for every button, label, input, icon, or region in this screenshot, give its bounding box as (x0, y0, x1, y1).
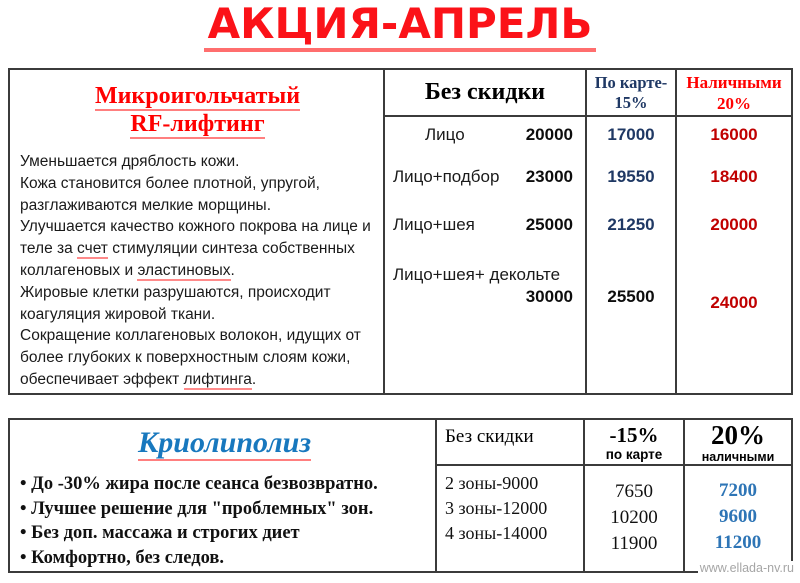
t1-card-price-column (585, 117, 675, 393)
service-label: Лицо+подбор (393, 167, 500, 186)
description-line: Сокращение коллагеновых волокон, идущих от (20, 327, 361, 345)
rf-lifting-title-line2: RF-лифтинг (130, 111, 265, 137)
rf-lifting-title-line1: Микроигольчатый (94, 83, 301, 109)
service-label: Лицо (425, 125, 465, 144)
card-price: 17000 (607, 125, 655, 144)
card-price: 10200 (610, 507, 658, 528)
t2-column-header-cash (683, 420, 791, 466)
service-label: Лицо+шея+ декольте (393, 265, 561, 284)
table-row-base (385, 201, 585, 249)
description-line: разглаживаются мелкие морщины. (20, 196, 272, 214)
description-line: коллагеновых и эластиновых. (20, 261, 235, 279)
page-title-text: АКЦИЯ-АПРЕЛЬ (204, 0, 597, 52)
table-row-base (385, 117, 585, 153)
zone-label: 3 зоны-12000 (445, 498, 548, 518)
card-price: 25500 (607, 287, 655, 306)
page-title (0, 0, 800, 52)
description-line: теле за счет стимуляции синтеза собственных (20, 240, 355, 258)
base-price: 20000 (525, 125, 573, 144)
table-row-base (385, 249, 585, 393)
t2-cash-price-column (683, 466, 791, 571)
bullet-item: • Без доп. массажа и строгих диет (20, 523, 300, 543)
description-line: Жировые клетки разрушаются, происходит (20, 283, 331, 301)
cryolipolysis-title-text: Криолиполиз (137, 426, 312, 459)
description-line: Кожа становится более плотной, упругой, (20, 174, 320, 192)
t2-card-price-column (583, 466, 683, 571)
bullet-item: • Комфортно, без следов. (20, 547, 225, 568)
base-price: 25000 (525, 215, 573, 234)
description-line: коагуляция жировой ткани. (20, 305, 216, 323)
t1-cash-price-column (675, 117, 791, 393)
cash-price: 20000 (710, 215, 758, 234)
table-row-base (385, 153, 585, 201)
t2-card-percent: -15% (609, 423, 659, 447)
cash-price: 16000 (710, 125, 758, 144)
card-price: 21250 (607, 215, 655, 234)
card-price: 7650 (615, 481, 653, 502)
card-price: 11900 (610, 533, 658, 554)
bullet-item: • Лучшее решение для "проблемных" зон. (20, 498, 374, 519)
rf-lifting-table (8, 68, 793, 395)
t1-column-header-cash (675, 70, 791, 117)
description-line: более глубоких к поверхностным слоям кожи, (20, 349, 351, 367)
cash-price: 11200 (714, 532, 762, 553)
rf-lifting-description-cell (10, 70, 383, 393)
spellcheck-underlined-word: счет (77, 240, 108, 258)
t1-card-header-line2: 15% (614, 92, 648, 112)
service-label: Лицо+шея (393, 215, 475, 234)
t1-cash-header-line1: Наличными (686, 72, 782, 92)
bullet-item: • До -30% жира после сеанса безвозвратно. (20, 474, 378, 494)
t1-card-header-line1: По карте- (594, 72, 668, 92)
t2-zone-column (435, 466, 583, 571)
zone-label: 2 зоны-9000 (445, 473, 539, 493)
rf-lifting-description (20, 151, 375, 391)
zone-label: 4 зоны-14000 (445, 523, 548, 543)
t2-column-header-no-discount: Без скидки (435, 420, 583, 466)
cryolipolysis-description-cell (10, 420, 435, 571)
cash-price: 18400 (710, 167, 758, 186)
description-line: Улучшается качество кожного покрова на лице и (20, 218, 371, 236)
cash-price: 24000 (710, 293, 758, 312)
description-line: обеспечивает эффект лифтинга. (20, 370, 257, 388)
spellcheck-underlined-word: эластиновых (137, 261, 231, 279)
t2-cash-percent: 20% (711, 420, 765, 450)
t2-card-sublabel: по карте (605, 447, 663, 462)
description-line: Уменьшается дряблость кожи. (20, 153, 240, 170)
cash-price: 7200 (719, 480, 757, 501)
cryolipolysis-table (8, 418, 793, 573)
base-price: 30000 (525, 287, 573, 306)
rf-lifting-title (20, 82, 375, 138)
t2-column-header-card (583, 420, 683, 466)
cryolipolysis-bullets (20, 472, 429, 570)
card-price: 19550 (607, 167, 655, 186)
t1-column-header-no-discount: Без скидки (383, 70, 585, 117)
watermark-url: www.ellada-nv.ru (699, 561, 794, 575)
t2-cash-sublabel: наличными (701, 450, 775, 464)
spellcheck-underlined-word: лифтинга (183, 370, 252, 388)
t1-column-header-card (585, 70, 675, 117)
cash-price: 9600 (719, 506, 757, 527)
base-price: 23000 (525, 167, 573, 186)
cryolipolysis-title (20, 422, 429, 469)
t1-cash-header-line2: 20% (717, 93, 751, 113)
t1-base-price-column (383, 117, 585, 393)
